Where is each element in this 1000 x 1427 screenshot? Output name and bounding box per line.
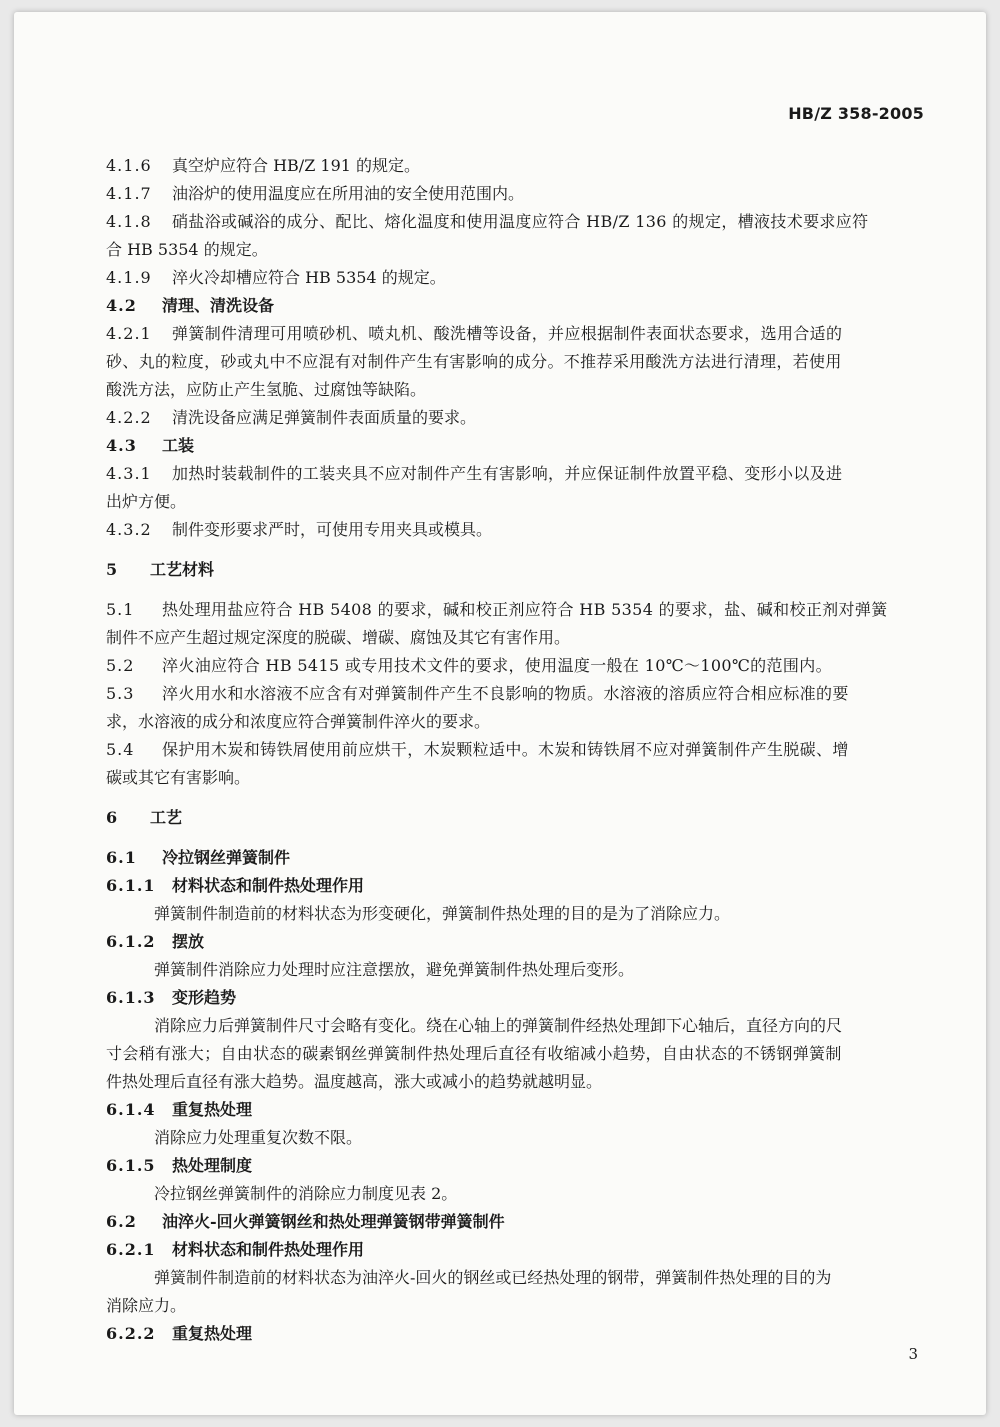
clause-number: 6	[106, 808, 119, 827]
clause-line	[106, 1096, 938, 1124]
clause-number: 6.1.1	[106, 876, 156, 895]
clause-line	[106, 1208, 938, 1236]
clause-heading: 油淬火-回火弹簧钢丝和热处理弹簧钢带弹簧制件	[162, 1212, 505, 1231]
clause-text: 真空炉应符合 HB/Z 191 的规定。	[172, 156, 421, 175]
standard-number: HB/Z 358-2005	[788, 104, 924, 123]
clause-number: 5.2	[106, 656, 135, 675]
clause-number: 4.1.7	[106, 184, 152, 203]
clause-text: 弹簧制件制造前的材料状态为形变硬化，弹簧制件热处理的目的是为了消除应力。	[154, 904, 731, 923]
document-page	[14, 12, 986, 1415]
clause-number: 6.1.4	[106, 1100, 156, 1119]
clause-text: 酸洗方法，应防止产生氢脆、过腐蚀等缺陷。	[106, 380, 427, 399]
clause-number: 5	[106, 560, 119, 579]
clause-text: 硝盐浴或碱浴的成分、配比、熔化温度和使用温度应符合 HB/Z 136 的规定，槽液技术要求应符	[172, 212, 869, 231]
clause-heading: 冷拉钢丝弹簧制件	[162, 848, 291, 867]
continuation-line	[106, 1012, 938, 1040]
clause-heading: 材料状态和制件热处理作用	[172, 1240, 365, 1259]
continuation-line	[106, 708, 938, 736]
clause-number: 4.2.2	[106, 408, 152, 427]
clause-text: 冷拉钢丝弹簧制件的消除应力制度见表 2。	[154, 1184, 458, 1203]
clause-text: 求，水溶液的成分和浓度应符合弹簧制件淬火的要求。	[106, 712, 491, 731]
clause-number: 6.1.3	[106, 988, 156, 1007]
clause-line	[106, 208, 938, 236]
clause-number: 6.1	[106, 848, 137, 867]
clause-text: 保护用木炭和铸铁屑使用前应烘干，木炭颗粒适中。木炭和铸铁屑不应对弹簧制件产生脱碳、增	[162, 740, 849, 759]
clause-heading: 摆放	[172, 932, 205, 951]
continuation-line	[106, 1264, 938, 1292]
clause-number: 4.1.6	[106, 156, 152, 175]
clause-line	[106, 264, 938, 292]
continuation-line	[106, 624, 938, 652]
clause-text: 淬火冷却槽应符合 HB 5354 的规定。	[172, 268, 446, 287]
clause-line	[106, 180, 938, 208]
clause-number: 4.1.9	[106, 268, 152, 287]
continuation-line	[106, 1124, 938, 1152]
clause-number: 4.3	[106, 436, 137, 455]
clause-number: 6.1.2	[106, 932, 156, 951]
clause-line	[106, 680, 938, 708]
clause-text: 油浴炉的使用温度应在所用油的安全使用范围内。	[172, 184, 525, 203]
clause-line	[106, 872, 938, 900]
clause-number: 4.1.8	[106, 212, 152, 231]
clause-text: 消除应力。	[106, 1296, 187, 1315]
clause-text: 砂、丸的粒度，砂或丸中不应混有对制件产生有害影响的成分。不推荐采用酸洗方法进行清理，若使用	[106, 352, 842, 371]
clause-number: 4.2	[106, 296, 137, 315]
clause-line	[106, 984, 938, 1012]
clause-line	[106, 736, 938, 764]
clause-heading: 热处理制度	[172, 1156, 253, 1175]
clause-number: 6.2.1	[106, 1240, 156, 1259]
clause-line	[106, 1320, 938, 1348]
page-number: 3	[908, 1345, 918, 1363]
clause-number: 4.3.1	[106, 464, 152, 483]
continuation-line	[106, 956, 938, 984]
continuation-line	[106, 1040, 938, 1068]
clause-text: 热处理用盐应符合 HB 5408 的要求，碱和校正剂应符合 HB 5354 的要求，盐、碱和校正剂对弹簧	[162, 600, 888, 619]
clause-text: 制件变形要求严时，可使用专用夹具或模具。	[172, 520, 493, 539]
continuation-line	[106, 900, 938, 928]
continuation-line	[106, 236, 938, 264]
clause-line	[106, 516, 938, 544]
clause-line	[106, 844, 938, 872]
clause-text: 弹簧制件消除应力处理时应注意摆放，避免弹簧制件热处理后变形。	[154, 960, 635, 979]
clause-text: 碳或其它有害影响。	[106, 768, 251, 787]
clause-number: 5.4	[106, 740, 135, 759]
continuation-line	[106, 764, 938, 792]
clause-text: 寸会稍有涨大；自由状态的碳素钢丝弹簧制件热处理后直径有收缩减小趋势，自由状态的不锈钢弹簧制	[106, 1044, 842, 1063]
clause-line	[106, 432, 938, 460]
clause-number: 6.2	[106, 1212, 137, 1231]
clause-line	[106, 292, 938, 320]
clause-heading: 清理、清洗设备	[162, 296, 275, 315]
clause-text: 淬火用水和水溶液不应含有对弹簧制件产生不良影响的物质。水溶液的溶质应符合相应标准的要	[162, 684, 849, 703]
clause-number: 6.2.2	[106, 1324, 156, 1343]
clause-text: 加热时装载制件的工装夹具不应对制件产生有害影响，并应保证制件放置平稳、变形小以及进	[172, 464, 843, 483]
continuation-line	[106, 376, 938, 404]
clause-number: 5.3	[106, 684, 135, 703]
clause-heading: 工艺材料	[150, 560, 215, 579]
document-body	[106, 152, 938, 1348]
continuation-line	[106, 1180, 938, 1208]
clause-heading: 重复热处理	[172, 1100, 253, 1119]
clause-text: 弹簧制件清理可用喷砂机、喷丸机、酸洗槽等设备，并应根据制件表面状态要求，选用合适的	[172, 324, 843, 343]
clause-heading: 工装	[162, 436, 195, 455]
clause-line	[106, 804, 938, 832]
clause-number: 4.3.2	[106, 520, 152, 539]
clause-line	[106, 596, 938, 624]
clause-line	[106, 320, 938, 348]
clause-heading: 重复热处理	[172, 1324, 253, 1343]
clause-line	[106, 652, 938, 680]
continuation-line	[106, 348, 938, 376]
clause-number: 5.1	[106, 600, 135, 619]
clause-text: 清洗设备应满足弹簧制件表面质量的要求。	[172, 408, 477, 427]
continuation-line	[106, 1068, 938, 1096]
clause-text: 消除应力后弹簧制件尺寸会略有变化。绕在心轴上的弹簧制件经热处理卸下心轴后，直径方向的尺	[154, 1016, 843, 1035]
clause-text: 弹簧制件制造前的材料状态为油淬火-回火的钢丝或已经热处理的钢带，弹簧制件热处理的目的为	[154, 1268, 832, 1287]
clause-number: 6.1.5	[106, 1156, 156, 1175]
clause-line	[106, 1152, 938, 1180]
continuation-line	[106, 488, 938, 516]
clause-text: 制件不应产生超过规定深度的脱碳、增碳、腐蚀及其它有害作用。	[106, 628, 571, 647]
clause-line	[106, 460, 938, 488]
clause-line	[106, 1236, 938, 1264]
clause-line	[106, 152, 938, 180]
clause-text: 件热处理后直径有涨大趋势。温度越高，涨大或减小的趋势就越明显。	[106, 1072, 603, 1091]
clause-number: 4.2.1	[106, 324, 152, 343]
clause-heading: 材料状态和制件热处理作用	[172, 876, 365, 895]
continuation-line	[106, 1292, 938, 1320]
clause-line	[106, 556, 938, 584]
clause-heading: 工艺	[150, 808, 183, 827]
clause-text: 合 HB 5354 的规定。	[106, 240, 268, 259]
clause-text: 出炉方便。	[106, 492, 187, 511]
clause-line	[106, 404, 938, 432]
clause-text: 淬火油应符合 HB 5415 或专用技术文件的要求，使用温度一般在 10℃～100℃的范围内。	[162, 656, 832, 675]
clause-heading: 变形趋势	[172, 988, 237, 1007]
clause-text: 消除应力处理重复次数不限。	[154, 1128, 363, 1147]
clause-line	[106, 928, 938, 956]
